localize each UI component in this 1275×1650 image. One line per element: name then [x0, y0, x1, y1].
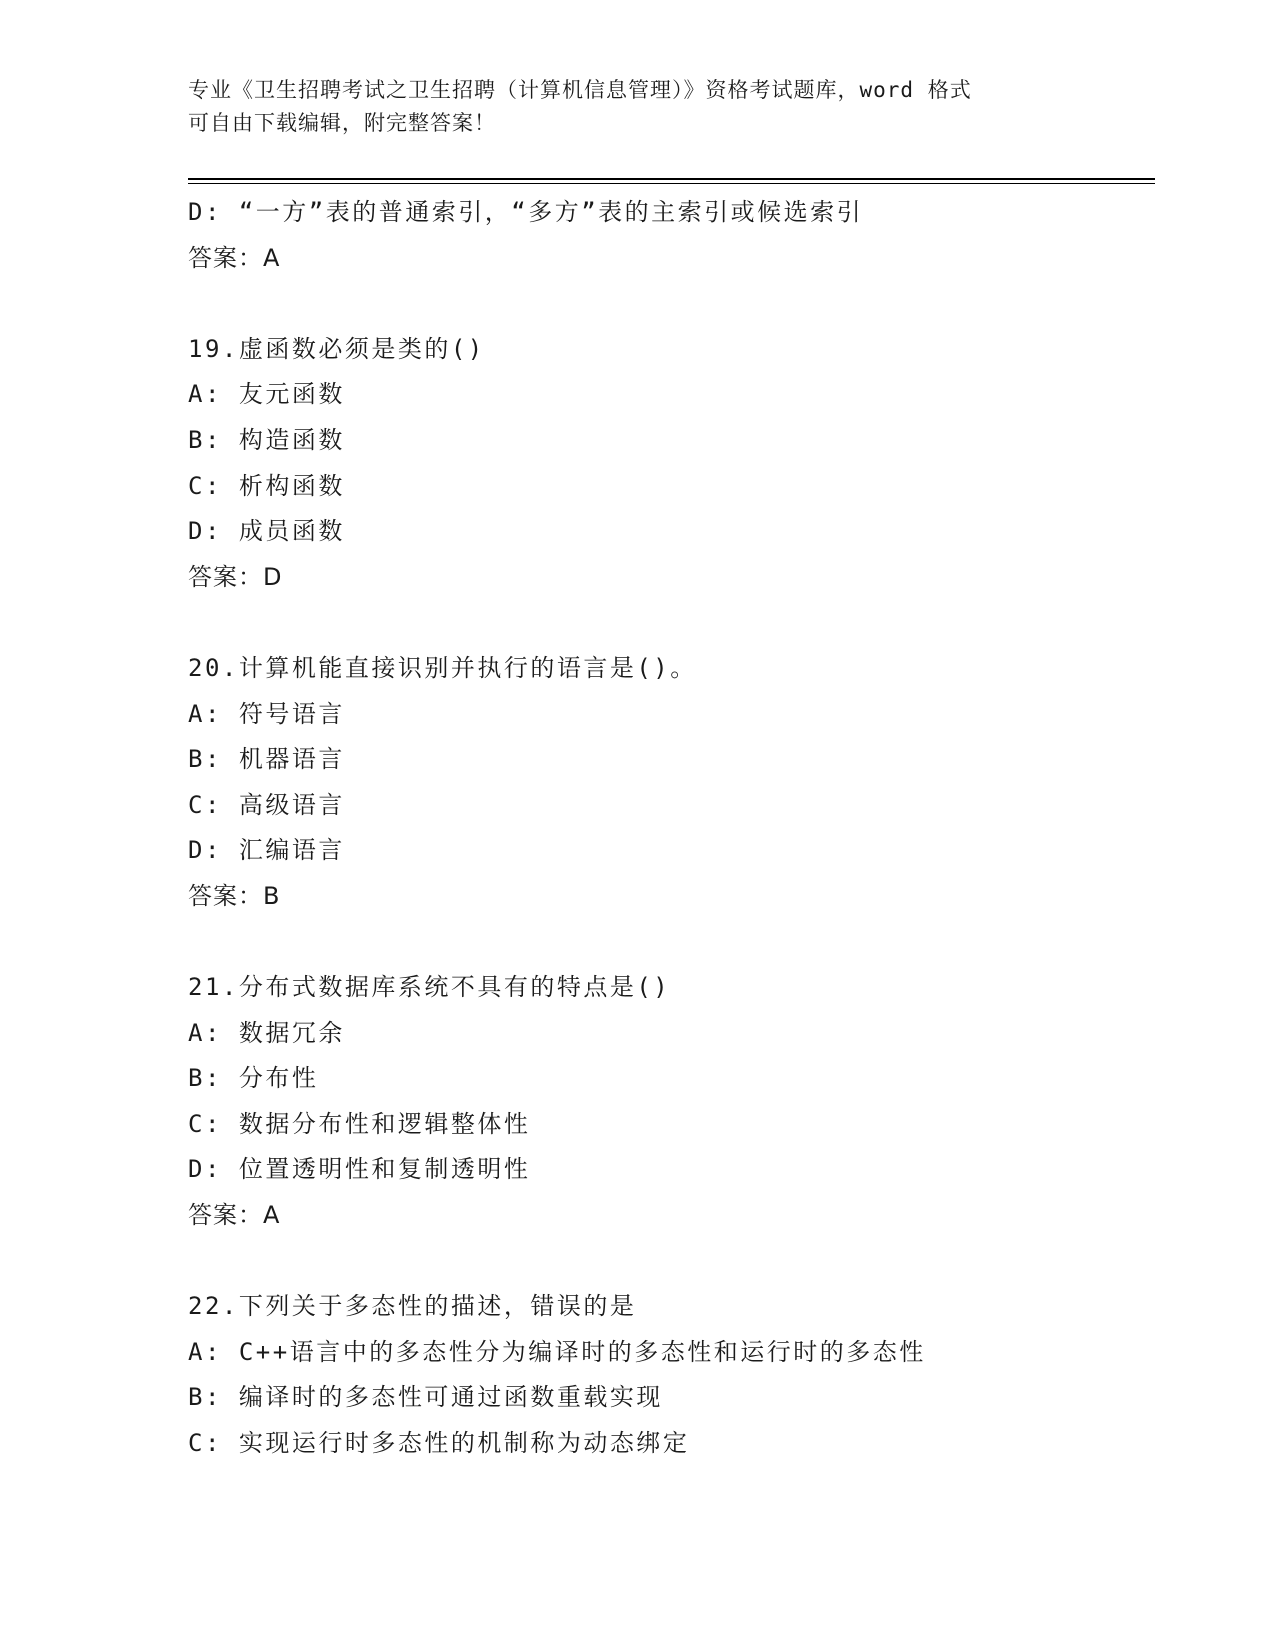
question-block-22	[188, 1284, 1168, 1466]
question-stem: 19.虚函数必须是类的()	[188, 334, 485, 363]
option-a: A: 数据冗余	[188, 1018, 345, 1047]
question-spacer	[188, 1239, 1168, 1285]
question-spacer	[188, 281, 1168, 327]
question-stem: 22.下列关于多态性的描述，错误的是	[188, 1292, 637, 1321]
option-a: A: 符号语言	[188, 699, 345, 728]
document-header	[188, 74, 1088, 140]
question-block-21	[188, 965, 1168, 1239]
question-block-18-tail	[188, 190, 1168, 281]
option-a: A: C++语言中的多态性分为编译时的多态性和运行时的多态性	[188, 1337, 926, 1366]
option-c: C: 高级语言	[188, 790, 345, 819]
option-b: B: 构造函数	[188, 425, 345, 454]
option-a: A: 友元函数	[188, 380, 345, 409]
option-d: D: “一方”表的普通索引，“多方”表的主索引或候选索引	[188, 198, 864, 226]
option-c: C: 实现运行时多态性的机制称为动态绑定	[188, 1429, 690, 1458]
option-d: D: 成员函数	[188, 517, 345, 546]
option-b: B: 分布性	[188, 1064, 319, 1093]
question-block-20	[188, 646, 1168, 920]
answer-line: 答案：D	[188, 562, 283, 591]
option-b: B: 编译时的多态性可通过函数重载实现	[188, 1383, 663, 1412]
header-line-2: 可自由下载编辑，附完整答案！	[188, 111, 496, 135]
question-stem: 20.计算机能直接识别并执行的语言是()。	[188, 653, 697, 682]
option-d: D: 汇编语言	[188, 836, 345, 865]
question-spacer	[188, 920, 1168, 966]
question-list	[188, 190, 1168, 1467]
option-b: B: 机器语言	[188, 745, 345, 774]
option-c: C: 数据分布性和逻辑整体性	[188, 1109, 531, 1138]
question-block-19	[188, 327, 1168, 601]
option-d: D: 位置透明性和复制透明性	[188, 1155, 531, 1184]
header-line-1: 专业《卫生招聘考试之卫生招聘（计算机信息管理）》资格考试题库，word 格式	[188, 78, 972, 102]
header-divider-thick	[188, 178, 1155, 180]
option-c: C: 析构函数	[188, 471, 345, 500]
header-divider-thin	[188, 183, 1155, 184]
answer-line: 答案：A	[188, 243, 281, 272]
answer-line: 答案：A	[188, 1201, 281, 1230]
answer-line: 答案：B	[188, 881, 281, 910]
question-stem: 21.分布式数据库系统不具有的特点是()	[188, 973, 671, 1002]
question-spacer	[188, 600, 1168, 646]
